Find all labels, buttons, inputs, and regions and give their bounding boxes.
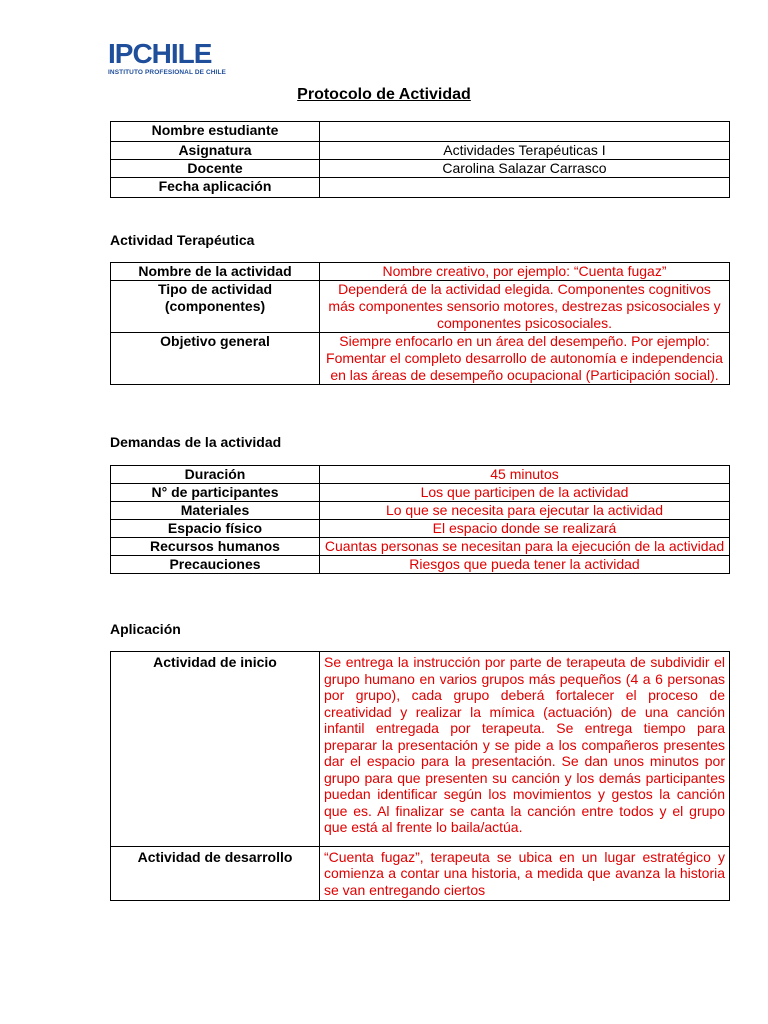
- row-value: Dependerá de la actividad elegida. Componentes cognitivos más componentes sensorio motores, destrezas psicosociales y componentes psicosociales.: [320, 281, 730, 333]
- row-label: Materiales: [111, 502, 320, 520]
- row-value: Riesgos que pueda tener la actividad: [320, 556, 730, 574]
- table-row: [111, 160, 730, 178]
- section-heading: Demandas de la actividad: [110, 434, 282, 450]
- info-table: [110, 121, 730, 198]
- row-value: 45 minutos: [320, 466, 730, 484]
- row-value: Actividades Terapéuticas I: [320, 142, 730, 160]
- row-label: Precauciones: [111, 556, 320, 574]
- table-row: [111, 846, 730, 901]
- table-row: [111, 178, 730, 198]
- row-value: [320, 178, 730, 198]
- section-heading: Actividad Terapéutica: [110, 232, 255, 248]
- table-row: [111, 652, 730, 847]
- row-label: Objetivo general: [111, 333, 320, 385]
- row-label: Espacio físico: [111, 520, 320, 538]
- row-label: Actividad de inicio: [111, 652, 320, 847]
- row-label: Duración: [111, 466, 320, 484]
- table-row: [111, 520, 730, 538]
- row-value: Carolina Salazar Carrasco: [320, 160, 730, 178]
- row-value: Los que participen de la actividad: [320, 484, 730, 502]
- table-row: [111, 556, 730, 574]
- table-row: [111, 502, 730, 520]
- row-value: “Cuenta fugaz”, terapeuta se ubica en un lugar estratégico y comienza a contar una historia, a medida que avanza la historia se van entregando ciertos: [320, 846, 730, 901]
- table-row: [111, 281, 730, 333]
- row-value: Se entrega la instrucción por parte de terapeuta de subdividir el grupo humano en varios grupos más pequeños (4 a 6 personas por grupo), cada grupo deberá fortalecer el proceso de creatividad y realizar la mímica (actuación) de una canción infantil entregada por terapeuta. Se entrega tiempo para preparar la presentación y se pide a los compañeros presentes dar el espacio para la presentación. Se dan unos minutos por grupo para que presenten su canción y los demás participantes puedan identificar según los movimientos y gestos la canción que es. Al finalizar se canta la canción entre todos y el grupo que está al frente lo baila/actúa.: [320, 652, 730, 847]
- row-value: [320, 122, 730, 142]
- demands-table: [110, 465, 730, 574]
- row-label: Docente: [111, 160, 320, 178]
- row-value: El espacio donde se realizará: [320, 520, 730, 538]
- row-label: Nombre de la actividad: [111, 263, 320, 281]
- document-title: Protocolo de Actividad: [297, 86, 471, 103]
- table-row: [111, 122, 730, 142]
- row-value: Lo que se necesita para ejecutar la actividad: [320, 502, 730, 520]
- row-label: Nombre estudiante: [111, 122, 320, 142]
- ipchile-logo: [108, 38, 226, 78]
- section-heading: Aplicación: [110, 621, 181, 637]
- table-row: [111, 484, 730, 502]
- logo-wordmark: IPCHILE: [108, 38, 212, 69]
- row-label: Asignatura: [111, 142, 320, 160]
- row-value: Nombre creativo, por ejemplo: “Cuenta fugaz”: [320, 263, 730, 281]
- logo-subtitle: INSTITUTO PROFESIONAL DE CHILE: [108, 69, 226, 76]
- application-table: [110, 651, 730, 901]
- row-label: Recursos humanos: [111, 538, 320, 556]
- table-row: [111, 142, 730, 160]
- table-row: [111, 538, 730, 556]
- table-row: [111, 333, 730, 385]
- table-row: [111, 263, 730, 281]
- row-label: Actividad de desarrollo: [111, 846, 320, 901]
- row-label: N° de participantes: [111, 484, 320, 502]
- row-value: Cuantas personas se necesitan para la ejecución de la actividad: [320, 538, 730, 556]
- row-value: Siempre enfocarlo en un área del desempeño. Por ejemplo: Fomentar el completo desarrollo de autonomía e independencia en las áreas de desempeño ocupacional (Participación social).: [320, 333, 730, 385]
- table-row: [111, 466, 730, 484]
- row-label: Tipo de actividad (componentes): [111, 281, 320, 333]
- activity-table: [110, 262, 730, 385]
- row-label: Fecha aplicación: [111, 178, 320, 198]
